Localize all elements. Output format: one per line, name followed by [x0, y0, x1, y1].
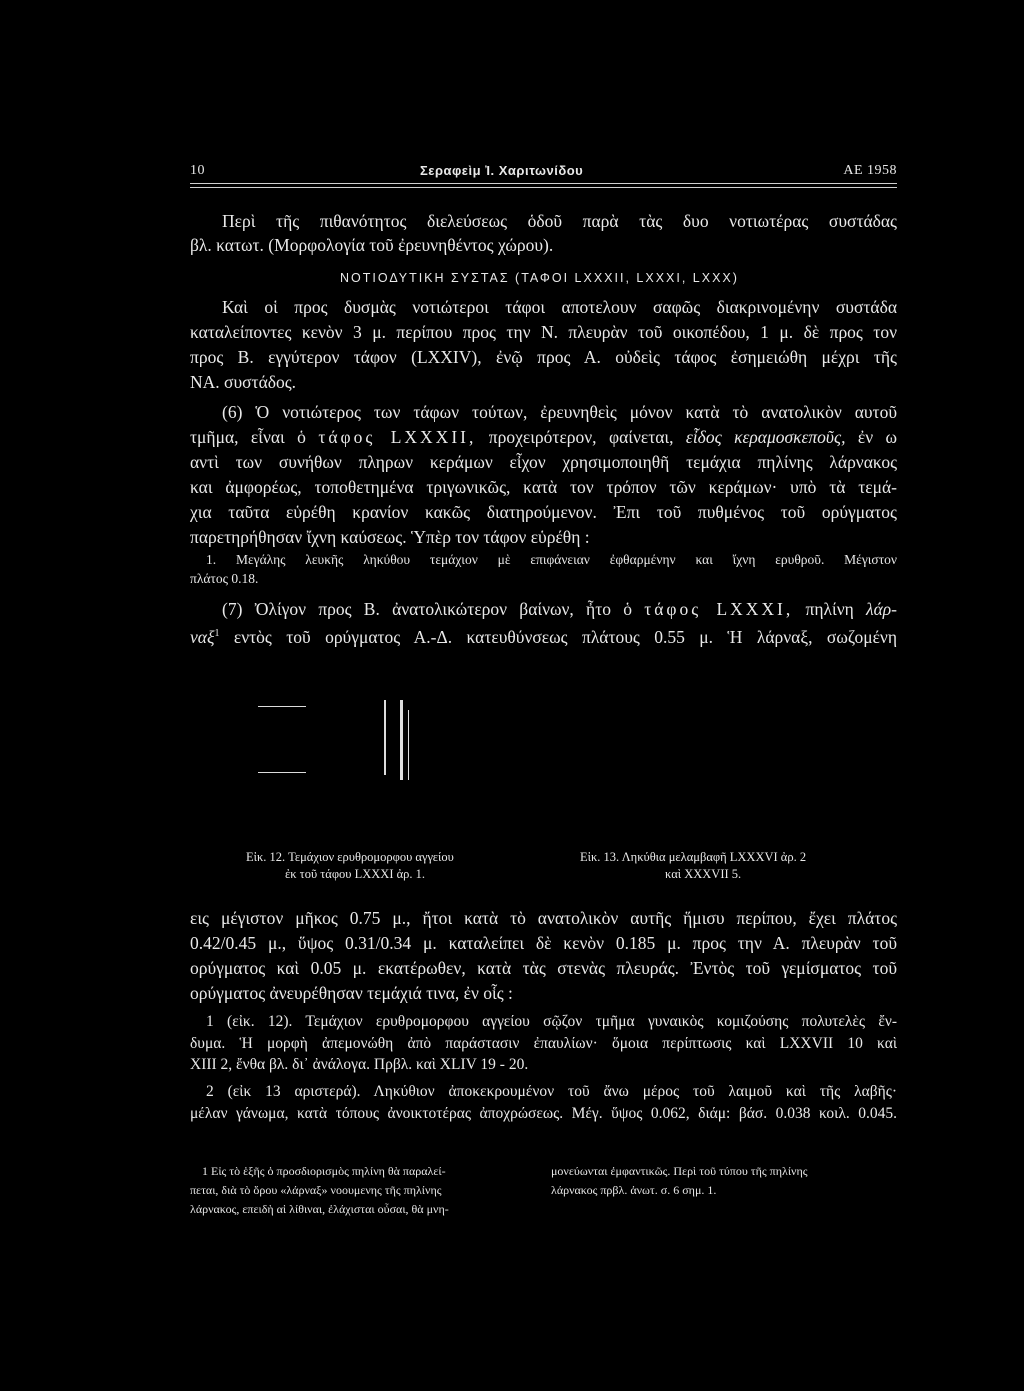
para1-line-2: καταλείποντες κενὸν 3 μ. περίπου προς την Ν. πλευρὰν τοῦ οικοπέδου, 1 μ. δὲ προς τον	[190, 322, 897, 342]
find-8-2-line-2: μέλαν γάνωμα, κατὰ τόπους ἀνοικτοτέρας ἀποχρώσεως. Μέγ. ὕψος 0.062, διάμ: βάσ. 0.038 κοιλ. 0.045.	[190, 1105, 897, 1122]
para6-line-6: παρετηρήθησαν ἴχνη καύσεως. Ὑπὲρ τον τάφον εὑρέθη :	[190, 527, 590, 547]
para7-l2-a: ναξ	[190, 626, 215, 647]
para7-l1-d: λάρ-	[866, 599, 898, 619]
para6-l2-a: τμῆμα, εἶναι ὁ	[190, 427, 306, 447]
para7-l1-a: (7) Ὀλίγον προς Β. ἀνατολικώτερον βαίνων, ἦτο ὁ	[222, 599, 632, 619]
footnote-right-line-2: λάρνακος πρβλ. ἀνωτ. σ. 6 σημ. 1.	[551, 1183, 717, 1197]
figure-13-caption-line-2: καὶ XXXVII 5.	[665, 867, 742, 881]
find-8-1-line-1: 1 (εἰκ. 12). Τεμάχιον ερυθρομορφου αγγείου σῷζον τμῆμα γυναικὸς κομιζούσης πολυτελὲς ἔν-	[206, 1013, 897, 1030]
para7-line-1	[222, 598, 897, 620]
para7-l1-c: πηλίνη	[805, 599, 854, 619]
para1-line-1: Καὶ οἱ προς δυσμὰς νοτιώτεροι τάφοι αποτελουν σαφῶς διακρινομένην συστάδα	[222, 297, 897, 317]
footnote-left-line-3: λάρνακος, επειδὴ αἱ λίθιναι, ἐλάχισται οὖσαι, θὰ μνη-	[190, 1202, 449, 1216]
para8-line-1: εις μέγιστον μῆκος 0.75 μ., ἤτοι κατὰ τὸ ανατολικὸν αυτῆς ἥμισυ περίπου, ἔχει πλάτος	[190, 908, 897, 928]
footnote-left-line-1: 1 Εἰς τὸ ἑξῆς ὁ προσδιορισμὸς πηλίνη θὰ παραλεί-	[202, 1164, 446, 1178]
find-8-2-line-1: 2 (εἰκ 13 αριστερά). Ληκύθιον ἀποκεκρουμένον τοῦ ἄνω μέρος τοῦ λαιμοῦ καὶ τῆς λαβῆς·	[206, 1083, 897, 1100]
para8-line-4: ορύγματος ἀνευρέθησαν τεμάχιά τινα, ἐν οἷς :	[190, 983, 513, 1003]
figure-13-caption-line-1: Εἰκ. 13. Ληκύθια μελαμβαφῆ LXXXVI ἀρ. 2	[580, 850, 807, 864]
find-1-line-2: πλάτος 0.18.	[190, 571, 259, 586]
tomb-lxxxii-label: τάφος LXXXII,	[318, 427, 477, 447]
figure-12-caption-line-1: Εἰκ. 12. Τεμάχιον ερυθρομορφου αγγείου	[246, 850, 454, 864]
footnote-left-line-2: πεται, διὰ τὸ ὅρου «λάρναξ» νοουμενης τῆς πηλίνης	[190, 1183, 442, 1197]
para6-line-3: αντὶ των συνήθων πληρων κεράμων εἶχον χρησιμοποιηθῆ τεμάχια πηλίνης λάρνακος	[190, 452, 897, 472]
intro-line-1: Περὶ τῆς πιθανότητος διελεύσεως ὁδοῦ παρὰ τὰς δυο νοτιωτέρας συστάδας	[222, 211, 897, 231]
para1-line-3: προς Β. εγγύτερον τάφον (LXXIV), ἐνῷ προς Α. οὐδεὶς τάφος ἐσημειώθη μέχρι τῆς	[190, 347, 897, 367]
para6-l2-c: προχειρότερον, φαίνεται,	[488, 427, 674, 447]
para7-l2-b: εντὸς τοῦ ορύγματος Α.-Δ. κατευθύνσεως πλάτους 0.55 μ. Ἡ λάρναξ, σωζομένη	[233, 626, 898, 647]
figure-12-caption-line-2: ἐκ τοῦ τάφου LXXXI ἀρ. 1.	[285, 867, 426, 881]
para7-line-2	[190, 623, 897, 648]
para8-line-2: 0.42/0.45 μ., ὕψος 0.31/0.34 μ. καταλείπει δὲ κενὸν 0.185 μ. προς την Α. πλευρὰν τοῦ	[190, 933, 897, 953]
para6-line-1: (6) Ὁ νοτιώτερος των τάφων τούτων, ἐρευνηθεὶς μόνον κατὰ τὸ ανατολικὸν αυτοῦ	[222, 402, 897, 422]
para6-l2-e: ἐν ω	[857, 427, 898, 447]
tomb-lxxxi-label: τάφος LXXXI,	[644, 599, 794, 619]
para6-line-4: και ἀμφορέως, τοποθετημένα τριγωνικῶς, κατὰ τον τρόπον τῶν κεράμων· υπὸ τὰ τεμά-	[190, 477, 897, 497]
footnote-right-line-1: μονεύωνται ἐμφαντικῶς. Περὶ τοῦ τύπου τῆς πηλίνης	[551, 1164, 808, 1178]
section-heading: ΝΟΤΙΟΔΥΤΙΚΗ ΣΥΣΤΑΣ (ΤΑΦΟΙ LXXXII, LXXXI, LXXX)	[340, 271, 739, 285]
running-journal: ΑΕ 1958	[843, 163, 897, 178]
header-rule-top	[190, 183, 897, 184]
find-1-line-1: 1. Μεγάλης λευκῆς ληκύθου τεμάχιον μὲ επιφάνειαν ἐφθαρμένην και ἴχνη ερυθροῦ. Μέγιστον	[206, 552, 897, 567]
find-8-1-line-2: δυμα. Ἡ μορφὴ ἀπεμονώθη ἀπὸ παράστασιν ἐπαυλίων· ὅμοια περίπτωσις καὶ LXXVII 10 καὶ	[190, 1035, 897, 1052]
running-author: Σεραφεὶμ Ἰ. Χαριτωνίδου	[420, 163, 584, 178]
para6-line-2	[190, 426, 897, 448]
find-8-1-line-3: XIII 2, ἔνθα βλ. δι᾽ ἀνάλογα. Πρβλ. καὶ XLIV 19 - 20.	[190, 1056, 529, 1073]
para1-line-4: ΝΑ. συστάδος.	[190, 372, 297, 392]
para6-l2-d: εἶδος κεραμοσκεποῦς,	[685, 427, 846, 447]
header-rule-bottom	[190, 187, 897, 188]
para6-line-5: χια ταῦτα εὑρέθη κρανίον κακῶς διατηρούμενον. Ἐπι τοῦ πυθμένος τοῦ ορύγματος	[190, 502, 897, 522]
intro-line-2: βλ. κατωτ. (Μορφολογία τοῦ ἐρευνηθέντος χώρου).	[190, 235, 554, 255]
para8-line-3: ορύγματος καὶ 0.05 μ. εκατέρωθεν, κατὰ τὰς στενὰς πλευράς. Ἐντὸς τοῦ γεμίσματος τοῦ	[190, 958, 897, 978]
footnote-ref-1: 1	[214, 628, 220, 639]
page-number: 10	[190, 163, 205, 178]
